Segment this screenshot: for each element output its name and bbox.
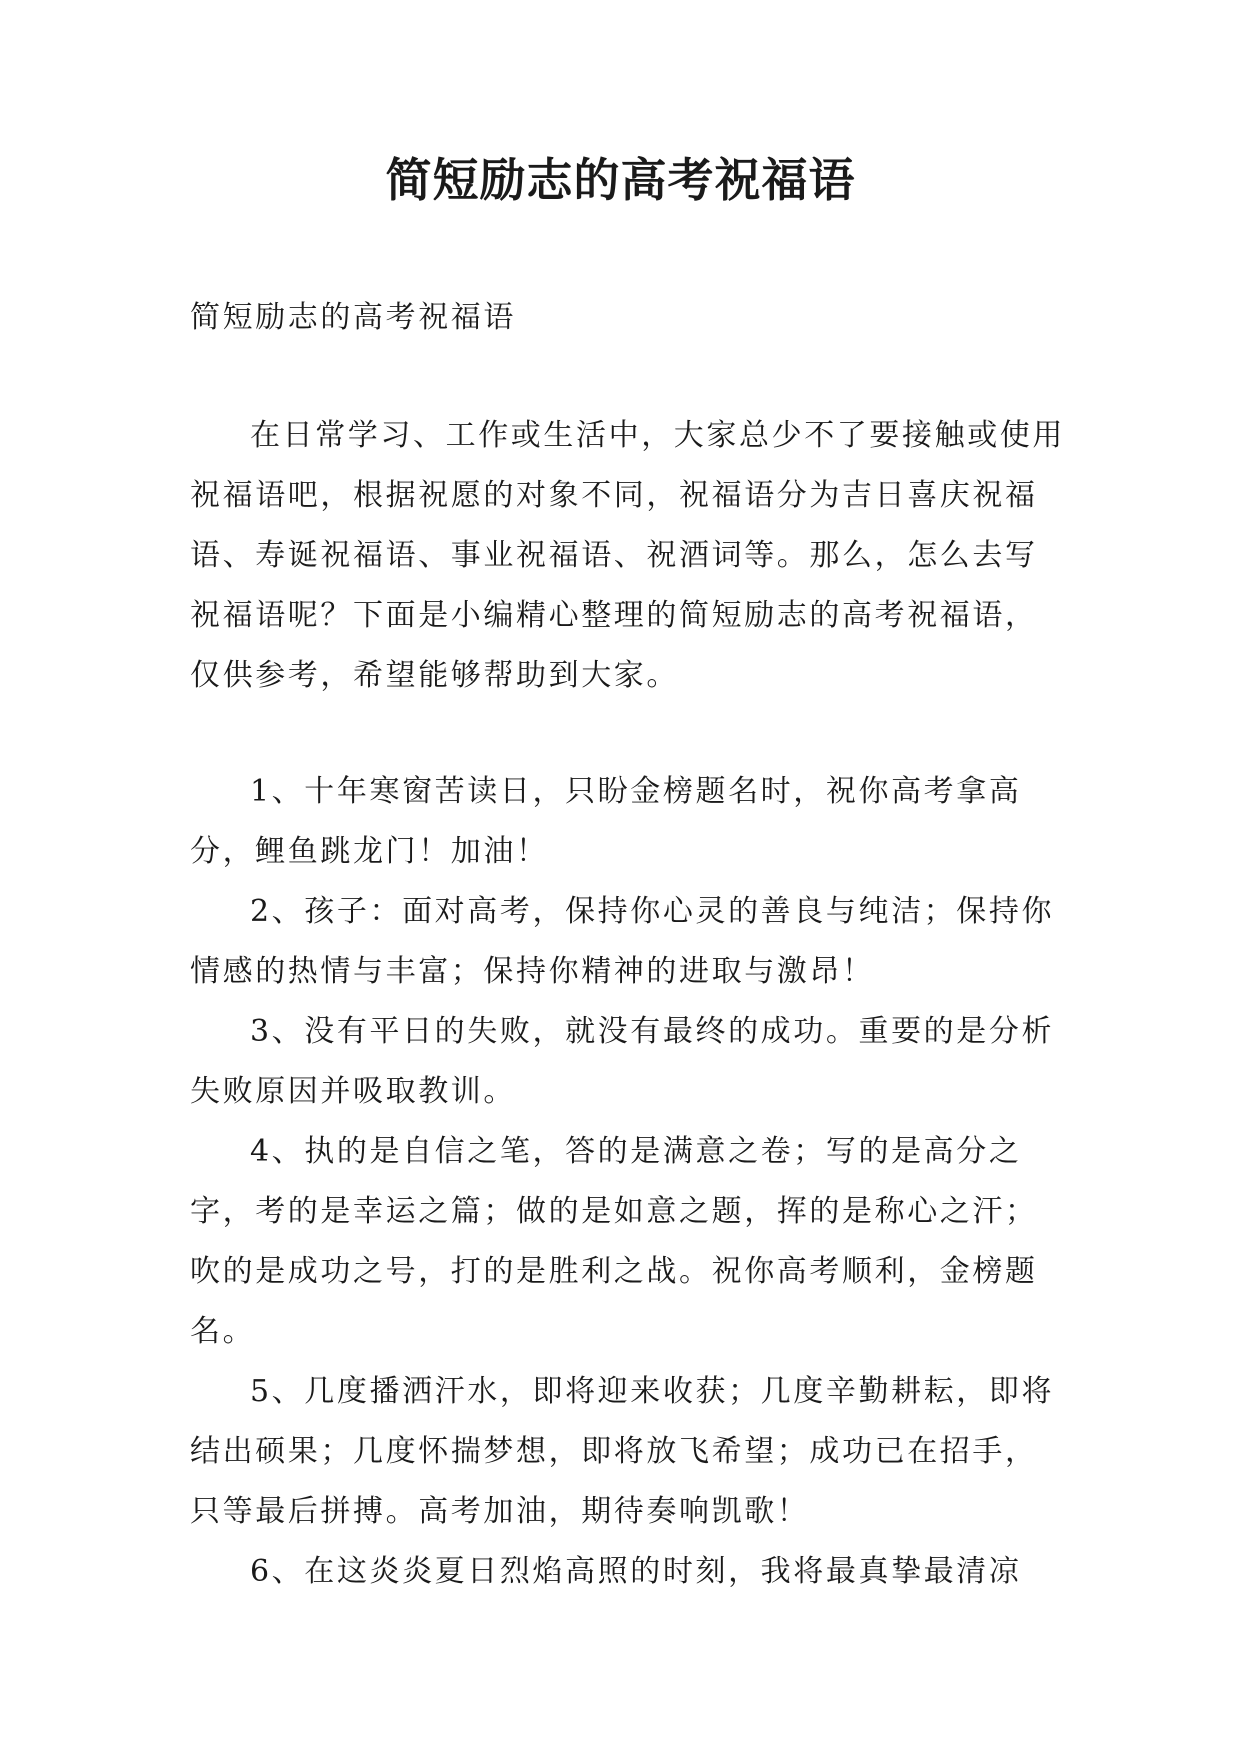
intro-paragraph: 在日常学习、工作或生活中，大家总少不了要接触或使用祝福语吧，根据祝愿的对象不同，祝福语分为吉日喜庆祝福语、寿诞祝福语、事业祝福语、祝酒词等。那么，怎么去写祝福语呢？下面是小编精心整理的简短励志的高考祝福语，仅供参考，希望能够帮助到大家。 [190, 418, 1065, 693]
list-item: 3、没有平日的失败，就没有最终的成功。重要的是分析失败原因并吸取教训。 [190, 1014, 1055, 1109]
document-subtitle: 简短励志的高考祝福语 [190, 300, 516, 335]
document-title: 简短励志的高考祝福语 [385, 153, 856, 207]
document-body [190, 288, 1070, 1602]
list-item: 6、在这炎炎夏日烈焰高照的时刻，我将最真挚最清凉 [250, 1554, 1022, 1589]
list-item: 5、几度播洒汗水，即将迎来收获；几度辛勤耕耘，即将结出硕果；几度怀揣梦想，即将放飞希望；成功已在招手，只等最后拼搏。高考加油，期待奏响凯歌！ [190, 1374, 1055, 1529]
list-item: 1、十年寒窗苦读日，只盼金榜题名时，祝你高考拿高分，鲤鱼跳龙门！加油！ [190, 774, 1022, 869]
list-item: 4、执的是自信之笔，答的是满意之卷；写的是高分之字，考的是幸运之篇；做的是如意之题，挥的是称心之汗；吹的是成功之号，打的是胜利之战。祝你高考顺利，金榜题名。 [190, 1134, 1038, 1349]
list-item: 2、孩子：面对高考，保持你心灵的善良与纯洁；保持你情感的热情与丰富；保持你精神的进取与激昂！ [190, 894, 1055, 989]
